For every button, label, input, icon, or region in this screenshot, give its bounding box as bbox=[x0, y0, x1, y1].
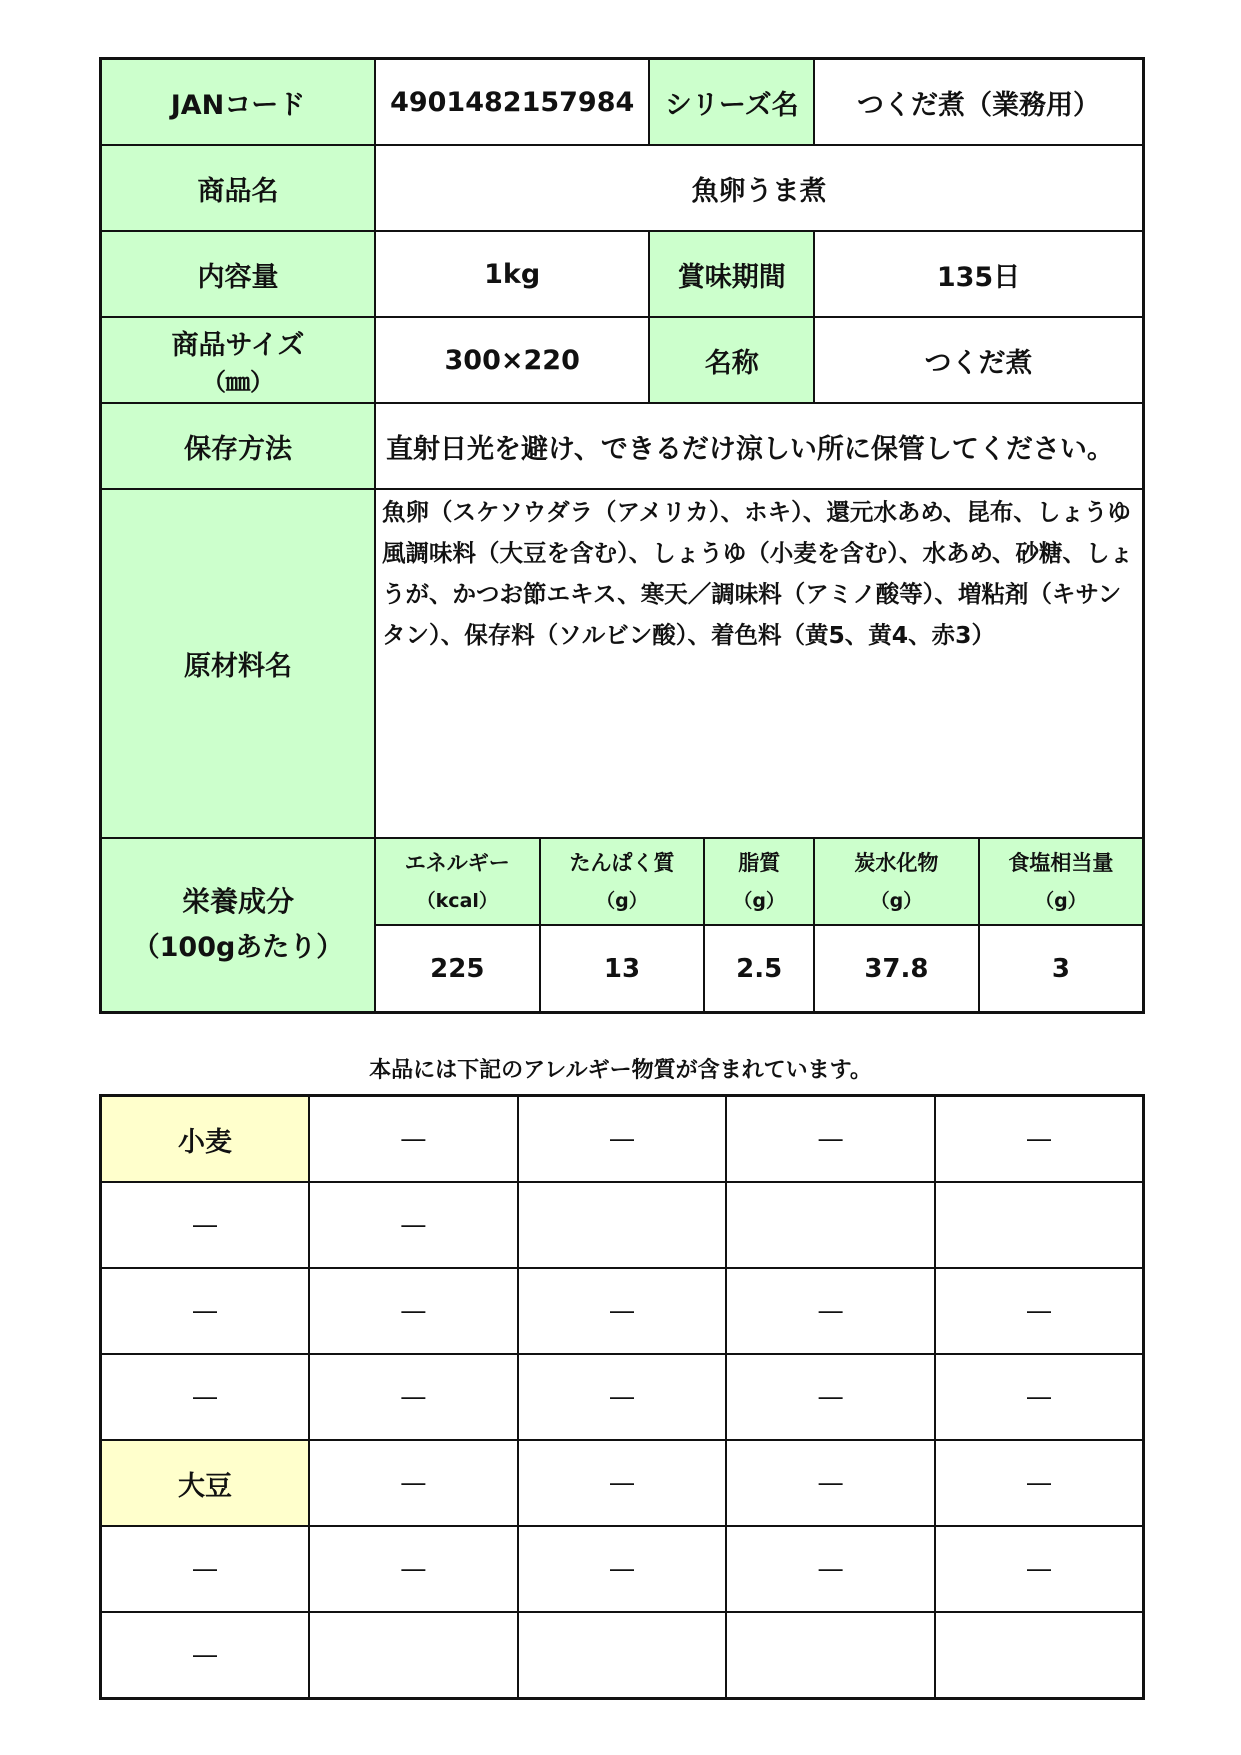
allergy-cell: ― bbox=[935, 1096, 1144, 1183]
nutrition-header-unit: （g） bbox=[870, 889, 923, 912]
nutrition-header-name: エネルギー bbox=[404, 850, 510, 875]
nutrition-header-protein bbox=[540, 838, 705, 925]
allergy-cell: ― bbox=[935, 1440, 1144, 1526]
allergy-row bbox=[101, 1440, 1144, 1526]
nutrition-header-unit: （kcal） bbox=[416, 889, 498, 912]
allergy-row bbox=[101, 1268, 1144, 1354]
allergy-cell: ― bbox=[935, 1354, 1144, 1440]
nutrition-label-line1: 栄養成分 bbox=[181, 885, 294, 918]
nutrition-label-line2: （100gあたり） bbox=[132, 932, 344, 963]
allergy-row bbox=[101, 1182, 1144, 1268]
allergy-cell: ― bbox=[101, 1182, 310, 1268]
product-name-label: 商品名 bbox=[101, 145, 375, 231]
product-size-label bbox=[101, 317, 375, 403]
allergy-cell: ― bbox=[518, 1440, 727, 1526]
allergy-cell: ― bbox=[726, 1440, 935, 1526]
allergy-cell: ― bbox=[309, 1440, 518, 1526]
allergy-cell: ― bbox=[309, 1096, 518, 1183]
nutrition-value-salt: 3 bbox=[979, 925, 1144, 1013]
nutrition-value-carbs: 37.8 bbox=[814, 925, 979, 1013]
nutrition-header-fat bbox=[704, 838, 814, 925]
allergy-cell: ― bbox=[101, 1526, 310, 1612]
allergy-cell bbox=[726, 1182, 935, 1268]
allergy-cell: ― bbox=[309, 1268, 518, 1354]
nutrition-label bbox=[101, 838, 375, 1013]
allergy-cell: ― bbox=[101, 1354, 310, 1440]
product-size-label-line2: （㎜） bbox=[201, 368, 274, 396]
ingredients-label: 原材料名 bbox=[101, 489, 375, 838]
allergy-cell: ― bbox=[518, 1268, 727, 1354]
allergy-cell: ― bbox=[726, 1526, 935, 1612]
series-label: シリーズ名 bbox=[649, 59, 814, 146]
allergen-label: 小麦 bbox=[101, 1096, 310, 1183]
allergy-cell: ― bbox=[101, 1268, 310, 1354]
nutrition-header-name: 炭水化物 bbox=[854, 850, 939, 875]
allergy-row bbox=[101, 1612, 1144, 1699]
nutrition-value-protein: 13 bbox=[540, 925, 705, 1013]
allergy-cell: ― bbox=[309, 1526, 518, 1612]
content-value: 1kg bbox=[375, 231, 649, 317]
shelf-life-value: 135日 bbox=[814, 231, 1143, 317]
allergy-cell: ― bbox=[935, 1526, 1144, 1612]
nutrition-header-unit: （g） bbox=[733, 889, 785, 912]
product-spec-table bbox=[99, 57, 1145, 1014]
allergy-cell bbox=[518, 1182, 727, 1268]
ingredients-value: 魚卵（スケソウダラ（アメリカ）、ホキ）、還元水あめ、昆布、しょうゆ風調味料（大豆を含む）、しょうゆ（小麦を含む）、水あめ、砂糖、しょうが、かつお節エキス、寒天／調味料（アミノ酸等）、増粘剤（キサンタン）、保存料（ソルビン酸）、着色料（黄5、黄4、赤3） bbox=[375, 489, 1144, 838]
nutrition-header-unit: （g） bbox=[1035, 889, 1087, 912]
allergy-cell: ― bbox=[518, 1096, 727, 1183]
nutrition-header-name: 食塩相当量 bbox=[1008, 850, 1114, 875]
allergy-cell: ― bbox=[309, 1182, 518, 1268]
allergy-table bbox=[99, 1094, 1145, 1700]
content-label: 内容量 bbox=[101, 231, 375, 317]
nutrition-header-carbs bbox=[814, 838, 979, 925]
nutrition-header-salt bbox=[979, 838, 1144, 925]
allergy-cell: ― bbox=[726, 1268, 935, 1354]
product-size-value: 300×220 bbox=[375, 317, 649, 403]
product-size-label-line1: 商品サイズ bbox=[171, 330, 305, 361]
allergy-row bbox=[101, 1354, 1144, 1440]
allergy-cell bbox=[935, 1182, 1144, 1268]
nutrition-header-name: たんぱく質 bbox=[569, 850, 675, 875]
allergy-cell: ― bbox=[726, 1096, 935, 1183]
allergy-cell: ― bbox=[726, 1354, 935, 1440]
name-label: 名称 bbox=[649, 317, 814, 403]
allergy-row bbox=[101, 1096, 1144, 1183]
nutrition-header-energy bbox=[375, 838, 540, 925]
nutrition-value-fat: 2.5 bbox=[704, 925, 814, 1013]
shelf-life-label: 賞味期間 bbox=[649, 231, 814, 317]
nutrition-header-unit: （g） bbox=[596, 889, 648, 912]
name-value: つくだ煮 bbox=[814, 317, 1143, 403]
storage-label: 保存方法 bbox=[101, 403, 375, 489]
series-value: つくだ煮（業務用） bbox=[814, 59, 1143, 146]
jan-code-value: 4901482157984 bbox=[375, 59, 649, 146]
allergy-cell bbox=[726, 1612, 935, 1699]
storage-value: 直射日光を避け、できるだけ涼しい所に保管してください。 bbox=[375, 403, 1144, 489]
allergy-cell bbox=[935, 1612, 1144, 1699]
allergy-note: 本品には下記のアレルギー物質が含まれています。 bbox=[369, 1058, 872, 1083]
allergy-row bbox=[101, 1526, 1144, 1612]
allergy-cell bbox=[518, 1612, 727, 1699]
allergy-cell bbox=[309, 1612, 518, 1699]
nutrition-header-name: 脂質 bbox=[738, 850, 781, 875]
allergy-cell: ― bbox=[101, 1612, 310, 1699]
product-name-value: 魚卵うま煮 bbox=[375, 145, 1144, 231]
allergy-cell: ― bbox=[935, 1268, 1144, 1354]
allergy-cell: ― bbox=[518, 1354, 727, 1440]
allergen-label: 大豆 bbox=[101, 1440, 310, 1526]
allergy-cell: ― bbox=[518, 1526, 727, 1612]
allergy-cell: ― bbox=[309, 1354, 518, 1440]
nutrition-value-energy: 225 bbox=[375, 925, 540, 1013]
jan-code-label: JANコード bbox=[101, 59, 375, 146]
